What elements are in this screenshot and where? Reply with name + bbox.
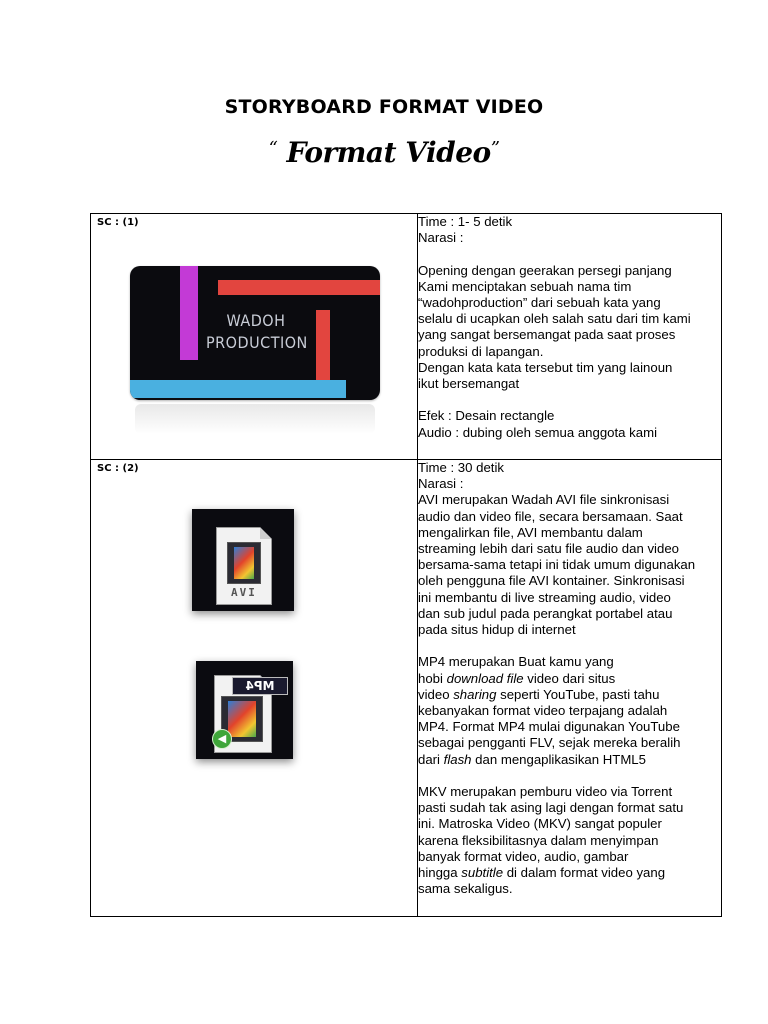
red-bar-top xyxy=(218,280,380,295)
wadoh-production-image xyxy=(130,266,380,400)
scene-1-visual-cell xyxy=(91,214,418,460)
scene-1-narration xyxy=(418,214,721,441)
text-line: produksi di lapangan. xyxy=(418,343,544,359)
text-line: sama sekaligus. xyxy=(418,881,513,897)
text-line: dan sub judul pada perangkat portabel atau xyxy=(418,605,673,621)
text-line: banyak format video, audio, gambar xyxy=(418,848,629,864)
page-title: STORYBOARD FORMAT VIDEO xyxy=(224,96,544,118)
text-line: bersama-sama tetapi ini tidak umum digunakan xyxy=(418,557,696,573)
text-line: ini. Matroska Video (MKV) sangat populer xyxy=(418,816,662,832)
avi-label: AVI xyxy=(231,586,257,599)
text-line: Narasi : xyxy=(418,476,464,492)
wadoh-logo-text xyxy=(206,310,306,354)
scene-row-2 xyxy=(91,460,722,917)
scene-row-1 xyxy=(91,214,722,460)
avi-file-icon xyxy=(192,509,294,611)
text-line: pada situs hidup di internet xyxy=(418,622,576,638)
text-line: Opening dengan geerakan persegi panjang xyxy=(418,262,672,278)
scene-2-visual-cell xyxy=(91,460,418,917)
text-line: Time : 1- 5 detik xyxy=(418,214,513,229)
text-line: sebagai pengganti FLV, sejak mereka beralih xyxy=(418,735,681,751)
production-word: PRODUCTION xyxy=(206,333,308,352)
text-line: yang sangat bersemangat pada saat proses xyxy=(418,327,676,343)
wadoh-word: WADOH xyxy=(226,311,286,330)
magenta-bar xyxy=(180,266,198,360)
text-line: AVI merupakan Wadah AVI file sinkronisasi xyxy=(418,492,670,508)
scene-2-label: SC : (2) xyxy=(97,463,139,474)
text-line: Narasi : xyxy=(418,230,464,246)
text-line: Dengan kata kata tersebut tim yang lainoun xyxy=(418,359,673,375)
text-line: Efek : Desain rectangle xyxy=(418,408,555,424)
text-line: Kami menciptakan sebuah nama tim xyxy=(418,278,632,294)
text-line: pasti sudah tak asing lagi dengan format satu xyxy=(418,800,684,816)
red-bar-right xyxy=(316,310,330,382)
storyboard-table xyxy=(90,213,722,917)
text-line: oleh pengguna file AVI kontainer. Sinkronisasi xyxy=(418,573,685,589)
text-line: MP4. Format MP4 mulai digunakan YouTube xyxy=(418,719,680,735)
text-line: Audio : dubing oleh semua anggota kami xyxy=(418,424,658,440)
text-line: Time : 30 detik xyxy=(418,460,504,475)
scene-2-narration xyxy=(418,460,721,897)
filmstrip-icon xyxy=(227,542,261,584)
scene-1-label: SC : (1) xyxy=(97,217,139,228)
close-quote: ” xyxy=(490,138,500,159)
text-line: hobi download file video dari situs xyxy=(418,670,616,686)
scene-2-text-cell xyxy=(418,460,722,917)
text-line: ikut bersemangat xyxy=(418,376,520,392)
page-subtitle xyxy=(0,136,768,169)
mp4-file-icon xyxy=(196,661,293,759)
text-line: MP4 merupakan Buat kamu yang xyxy=(418,654,614,670)
mp4-label: MP4 xyxy=(232,677,288,695)
document-icon xyxy=(216,527,272,605)
text-line: selalu di ucapkan oleh salah satu dari tim kami xyxy=(418,311,691,327)
subtitle-text: Format Video xyxy=(286,136,491,169)
text-line: ini membantu di live streaming audio, video xyxy=(418,589,671,605)
text-line: audio dan video file, secara bersamaan. Saat xyxy=(418,508,683,524)
image-reflection xyxy=(135,404,375,434)
text-line: karena fleksibilitasnya dalam menyimpan xyxy=(418,832,659,848)
text-line: mengalirkan file, AVI membantu dalam xyxy=(418,524,643,540)
text-line: “wadohproduction” dari sebuah kata yang xyxy=(418,295,661,310)
text-line: video sharing seperti YouTube, pasti tahu xyxy=(418,686,660,702)
open-quote: “ xyxy=(268,138,278,159)
text-line: hingga subtitle di dalam format video yang xyxy=(418,865,666,881)
scene-1-text-cell xyxy=(418,214,722,460)
play-back-icon: ◀ xyxy=(212,729,232,749)
cyan-bar xyxy=(130,380,346,398)
text-line: MKV merupakan pemburu video via Torrent xyxy=(418,784,673,800)
text-line: streaming lebih dari satu file audio dan video xyxy=(418,541,679,557)
text-line: kebanyakan format video terpajang adalah xyxy=(418,703,668,719)
text-line: dari flash dan mengaplikasikan HTML5 xyxy=(418,751,646,767)
